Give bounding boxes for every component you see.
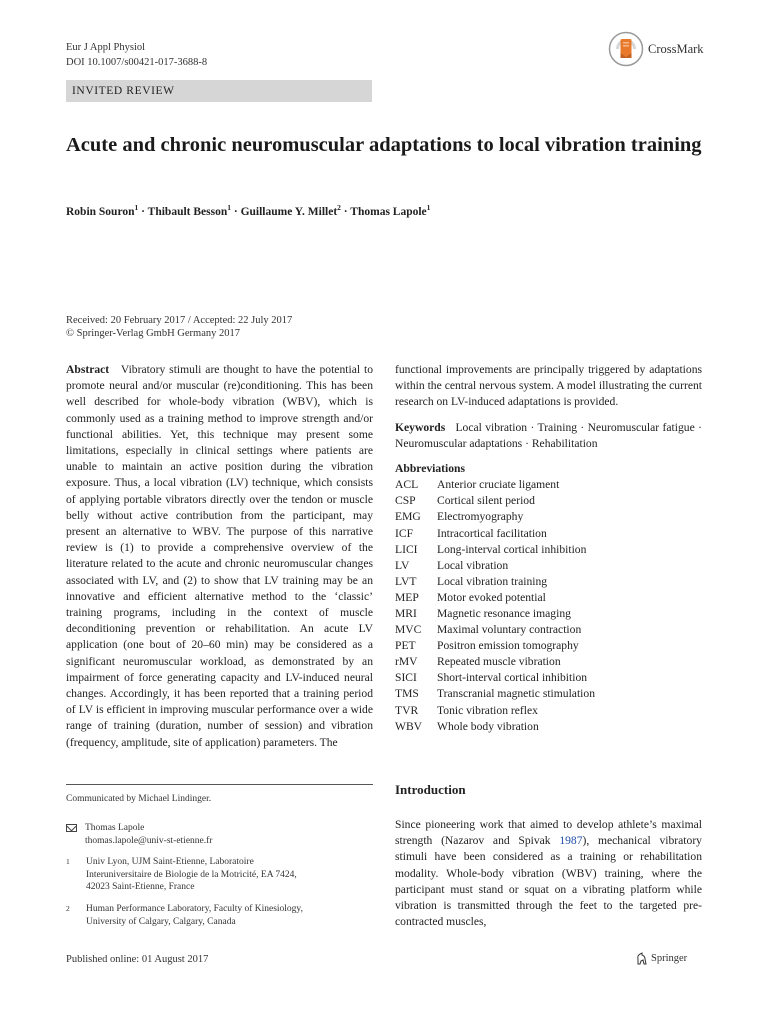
author-affiliation-mark: 1: [134, 203, 139, 212]
abbreviation-term: ACL: [395, 478, 419, 492]
abbreviation-term: TVR: [395, 703, 419, 717]
abbreviation-row: [395, 719, 702, 735]
crossmark-badge[interactable]: [608, 31, 708, 67]
abbreviation-row: [395, 670, 702, 686]
keywords: [395, 420, 702, 452]
author-affiliation-mark: 1: [426, 203, 431, 212]
abbreviation-term: PET: [395, 639, 416, 653]
abbreviation-definition: Transcranial magnetic stimulation: [437, 687, 595, 701]
abbreviation-term: rMV: [395, 655, 418, 669]
keywords-label: Keywords: [395, 420, 446, 434]
abstract-text: Vibratory stimuli are thought to have the potential to promote neural and/or muscular (re)conditioning. This has been well described for whole-body vibration (WBV), which is commonly used as a training method to improve strength and/or functional abilities. Yet, this technique may present some limitations, especially in clinical settings where patients are unable to maintain an active position during the vibration exposure. Thus, a local vibration (LV) technique, which consists of applying portable vibrators directly over the tendon or muscle belly without active contribution from the participant, may present an alternative to WBV. The purpose of this narrative review is (1) to provide a comprehensive overview of the literature related to the acute and chronic neuromuscular changes associated with LV, and (2) to show that LV training may be an innovative and efficient alternative method to the ‘classic’ training programs, including in the context of muscle deconditioning prevention or rehabilitation. An acute LV application (one bout of 20–60 min) may be considered as a significant neuromuscular workload, as demonstrated by an impairment of force generating capacity and LV-induced neural changes. Accordingly, it has been reported that a training period of LV is efficient in improving muscular performance over a wide range of training (duration, number of session) and vibration (frequency, amplitude, site of application) parameters. The: [66, 363, 373, 749]
affiliation-line: 42023 Saint-Etienne, France: [86, 882, 195, 892]
abstract-left: [66, 362, 373, 751]
abbreviation-term: LICI: [395, 542, 418, 556]
abbreviation-definition: Electromyography: [437, 510, 524, 524]
springer-horse-icon: [635, 952, 648, 965]
abbreviation-definition: Maximal voluntary contraction: [437, 623, 582, 637]
communicated-by: Communicated by Michael Lindinger.: [66, 794, 212, 804]
author-name[interactable]: Guillaume Y. Millet: [240, 205, 338, 218]
abbreviation-row: [395, 477, 702, 493]
abbreviation-definition: Anterior cruciate ligament: [437, 478, 560, 492]
abbreviation-row: [395, 590, 702, 606]
right-column: [395, 362, 702, 735]
author-name[interactable]: Thibault Besson: [147, 205, 228, 218]
envelope-icon: [66, 824, 77, 832]
publisher-logo[interactable]: [635, 952, 687, 965]
author-name[interactable]: Thomas Lapole: [350, 205, 427, 218]
abbreviation-row: [395, 638, 702, 654]
abbreviation-row: [395, 493, 702, 509]
intro-text-end: ), mechanical vibratory stimuli have been considered as a training or rehabilitation modality. Whole-body vibration (WBV) training, where the participant must stand or squat on a vibrating platform while vibration is transmitted through the feet to the targeted pre-contracted muscles,: [395, 834, 702, 929]
abbreviation-row: [395, 703, 702, 719]
abbreviation-term: MVC: [395, 623, 422, 637]
abbreviation-term: EMG: [395, 510, 421, 524]
abbreviations-heading: Abbreviations: [395, 462, 466, 476]
abbreviation-definition: Intracortical facilitation: [437, 526, 547, 540]
journal-name: Eur J Appl Physiol: [66, 42, 146, 53]
abbreviation-term: ICF: [395, 526, 414, 540]
abstract-label: Abstract: [66, 363, 110, 376]
affiliation-number: 1: [66, 857, 70, 866]
corresponding-author: [66, 822, 212, 847]
copyright: © Springer-Verlag GmbH Germany 2017: [66, 328, 240, 339]
author-affiliation-mark: 1: [227, 203, 231, 212]
abbreviation-definition: Whole body vibration: [437, 719, 539, 733]
affiliation-1: [66, 856, 297, 894]
abbreviation-definition: Long-interval cortical inhibition: [437, 542, 587, 556]
abbreviation-row: [395, 606, 702, 622]
footnote-divider: [66, 784, 373, 785]
abbreviation-definition: Local vibration: [437, 558, 509, 572]
corresponding-name: Thomas Lapole: [85, 823, 145, 833]
article-title: Acute and chronic neuromuscular adaptations to local vibration training: [66, 134, 702, 156]
keywords-text: Local vibration · Training · Neuromuscular fatigue · Neuromuscular adaptations · Rehabilitation: [395, 420, 702, 450]
affiliation-number: 2: [66, 904, 70, 913]
affiliation-line: Univ Lyon, UJM Saint-Etienne, Laboratoire: [86, 857, 254, 867]
abbreviation-definition: Positron emission tomography: [437, 639, 579, 653]
journal-header: [66, 40, 207, 70]
abbreviation-row: [395, 686, 702, 702]
abbreviation-definition: Repeated muscle vibration: [437, 655, 561, 669]
abbreviation-definition: Local vibration training: [437, 574, 548, 588]
section-banner: INVITED REVIEW: [66, 80, 372, 102]
crossmark-icon: [608, 31, 644, 67]
abbreviation-row: [395, 542, 702, 558]
abbreviation-definition: Tonic vibration reflex: [437, 703, 538, 717]
abbreviation-row: [395, 526, 702, 542]
reference-link[interactable]: 1987: [559, 834, 583, 848]
abbreviation-definition: Magnetic resonance imaging: [437, 606, 571, 620]
abbreviation-definition: Motor evoked potential: [437, 590, 546, 604]
author-separator: ·: [230, 205, 241, 218]
author-separator: ·: [138, 205, 148, 218]
author-separator: ·: [340, 205, 351, 218]
abbreviation-term: MEP: [395, 590, 419, 604]
author-affiliation-mark: 2: [337, 203, 341, 212]
abbreviation-term: TMS: [395, 687, 419, 701]
abbreviation-definition: Short-interval cortical inhibition: [437, 671, 588, 685]
affiliation-line: Human Performance Laboratory, Faculty of Kinesiology,: [86, 904, 303, 914]
abbreviation-term: LVT: [395, 574, 417, 588]
abbreviations-list: [395, 477, 702, 735]
introduction-text: [395, 817, 702, 930]
abbreviation-term: WBV: [395, 719, 423, 733]
intro-text-start: Since pioneering work that aimed to develop athlete’s maximal strength (Nazarov and Spivak: [395, 818, 702, 848]
received-accepted: Received: 20 February 2017 / Accepted: 22 July 2017: [66, 315, 293, 326]
abbreviation-row: [395, 622, 702, 638]
publisher-name: Springer: [651, 953, 688, 964]
published-online: Published online: 01 August 2017: [66, 954, 209, 965]
abbreviation-definition: Cortical silent period: [437, 494, 535, 508]
abbreviation-term: MRI: [395, 606, 417, 620]
abbreviation-term: CSP: [395, 494, 416, 508]
article-dates: [66, 314, 292, 340]
abbreviation-term: SICI: [395, 671, 417, 685]
affiliation-line: University of Calgary, Calgary, Canada: [86, 916, 236, 927]
introduction-heading: Introduction: [395, 782, 466, 797]
abbreviation-row: [395, 558, 702, 574]
affiliation-2: [66, 903, 303, 928]
abbreviation-row: [395, 509, 702, 525]
author-list: [66, 203, 430, 218]
affiliation-line: Interuniversitaire de Biologie de la Motricité, EA 7424,: [86, 869, 297, 880]
crossmark-label: CrossMark: [648, 41, 704, 56]
corresponding-email[interactable]: thomas.lapole@univ-st-etienne.fr: [85, 835, 213, 846]
doi[interactable]: DOI 10.1007/s00421-017-3688-8: [66, 57, 208, 68]
abstract-continued: functional improvements are principally triggered by adaptations within the central nervous system. A model illustrating the current research on LV-induced adaptations is provided.: [395, 363, 702, 409]
author-name[interactable]: Robin Souron: [66, 205, 135, 218]
abbreviation-term: LV: [395, 558, 410, 572]
abbreviation-row: [395, 574, 702, 590]
abbreviation-row: [395, 654, 702, 670]
